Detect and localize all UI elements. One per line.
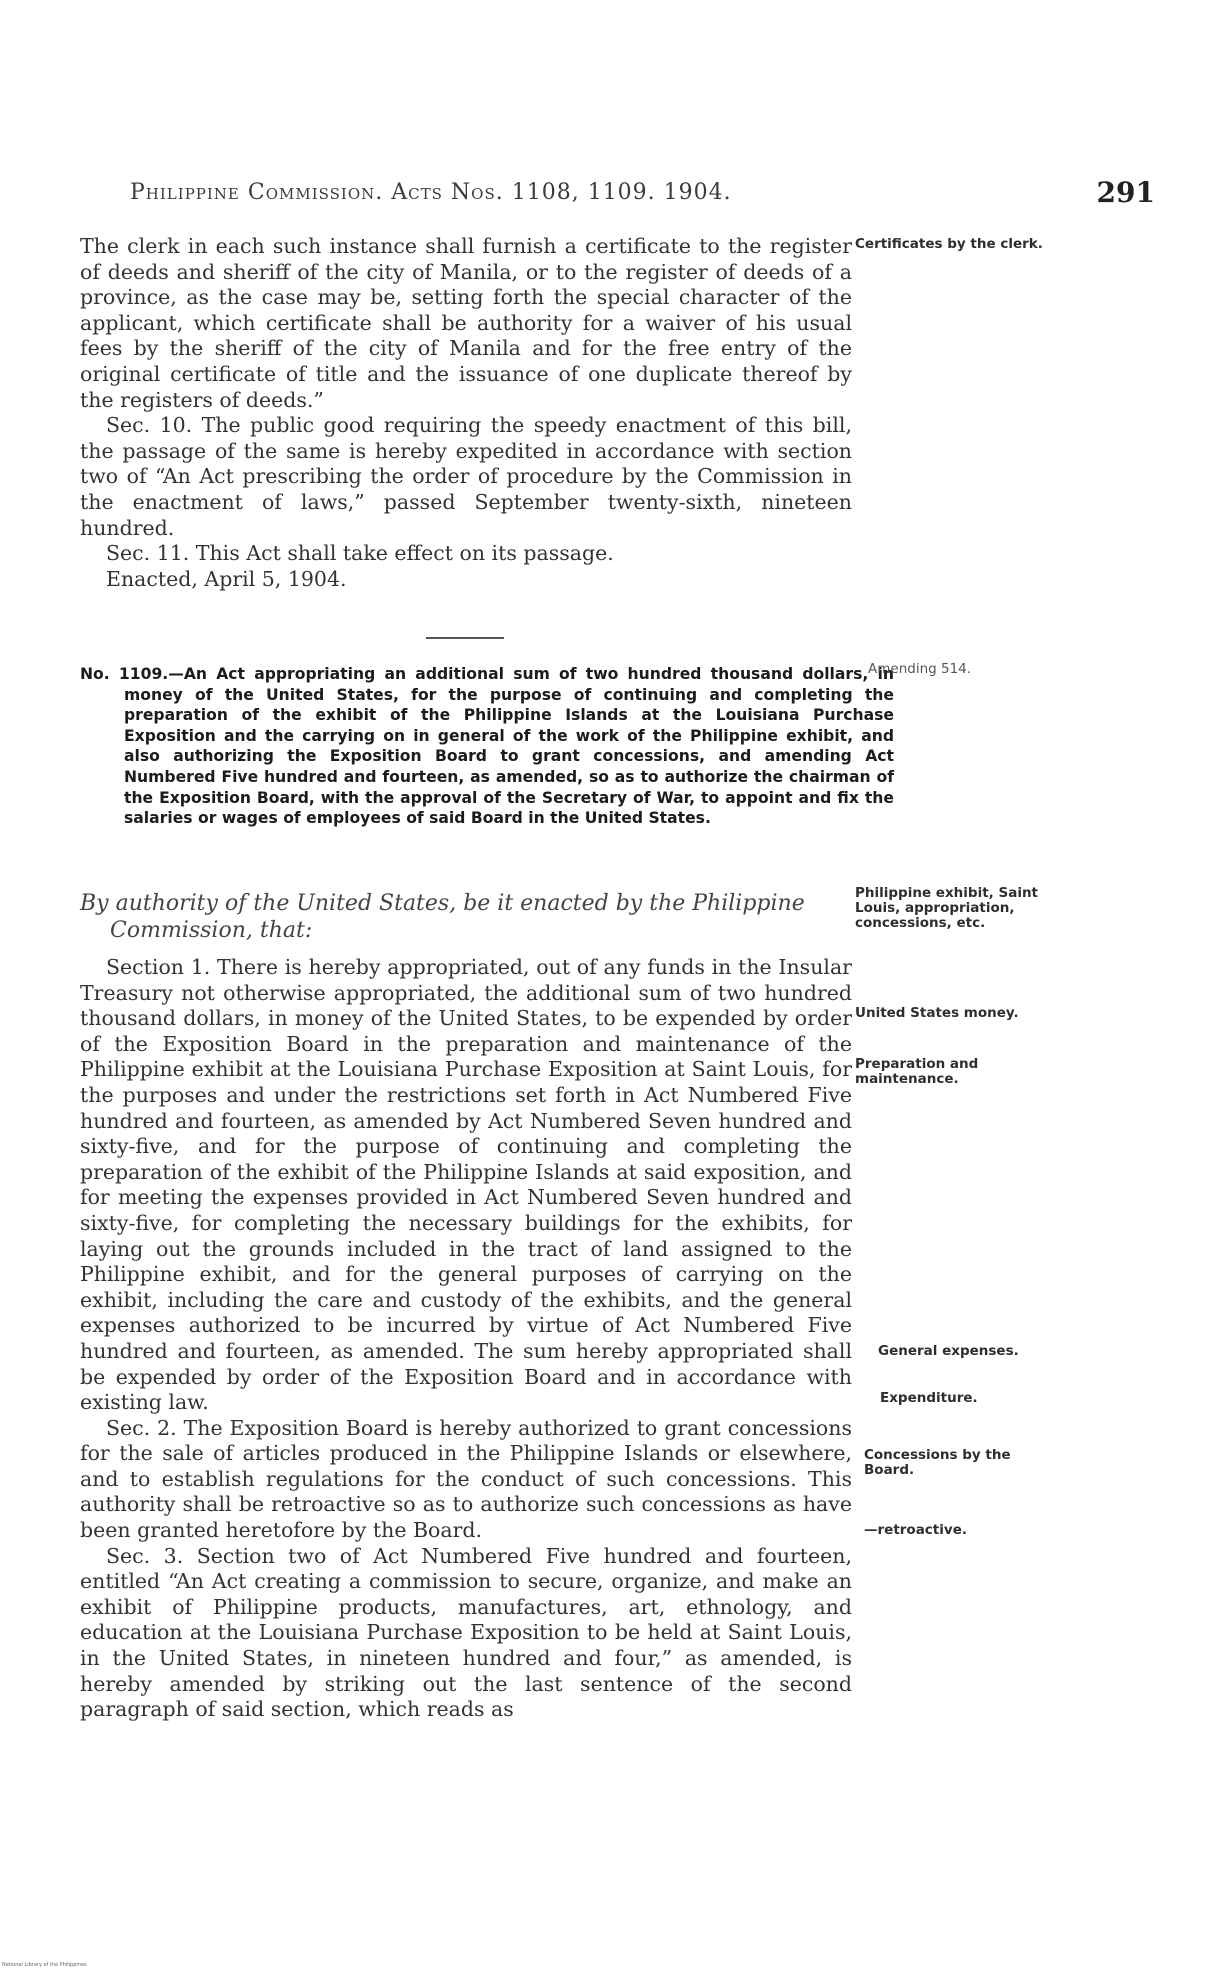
enacting-clause: By authority of the United States, be it enacted by the Philippine Commission, that: [80, 891, 805, 943]
margin-note-general-expenses: General expenses. [878, 1343, 1019, 1359]
margin-note-philippine-exhibit: Philippine exhibit, Saint Louis, appropriation, concessions, etc. [855, 885, 1039, 931]
margin-note-retroactive: —retroactive. [864, 1522, 967, 1538]
enacted-date: Enacted, April 5, 1904. [106, 566, 347, 591]
act-body [80, 955, 852, 1723]
section-2: Sec. 2. The Exposition Board is hereby authorized to grant concessions for the sale of articles produced in the Philippine Islands or elsewhere, and to establish regulations for the conduct of such concessions. This authority shall be retroactive so as to authorize such concessions as have been granted heretofore by the Board. [80, 1415, 852, 1543]
margin-note-concessions: Concessions by the Board. [864, 1447, 1011, 1478]
section-divider [426, 637, 504, 639]
footer-attribution: National Library of the Philippines [2, 1962, 87, 1968]
margin-note-preparation: Preparation and maintenance. [855, 1056, 979, 1087]
running-header [125, 178, 1155, 218]
margin-note-us-money: United States money. [855, 1005, 1019, 1021]
section-11: Sec. 11. This Act shall take effect on its passage. [106, 541, 614, 566]
page-number: 291 [1096, 176, 1155, 209]
act-1109-title: No. 1109.—An Act appropriating an additional sum of two hundred thousand dollars, in money of the United States, for the purpose of continuing and completing the preparation of the exhibit of the Philippine Islands at the Louisiana Purchase Exposition and the carrying on in general of the work of the Philippine exhibit, and also authorizing the Exposition Board to grant concessions, and amending Act Numbered Five hundred and fourteen, as amended, so as to authorize the chairman of the Exposition Board, with the approval of the Secretary of War, to appoint and fix the salaries or wages of employees of said Board in the United States. [80, 665, 894, 828]
header-title: Philippine Commission. Acts Nos. 1108, 1109. 1904. [130, 180, 732, 205]
margin-note-expenditure: Expenditure. [880, 1390, 978, 1406]
section-10: Sec. 10. The public good requiring the speedy enactment of this bill, the passage of the same is hereby expedited in accordance with section two of “An Act prescribing the order of procedure by the Commission in the enactment of laws,” passed September twenty-sixth, nineteen hundred. [80, 413, 852, 540]
margin-note-amending: Amending 514. [868, 661, 972, 677]
top-section [80, 234, 852, 592]
clerk-certificate-paragraph: The clerk in each such instance shall furnish a certificate to the register of deeds and sheriff of the city of Manila, or to the register of deeds of a province, as the case may be, setting forth the special character of the applicant, which certificate shall be authority for a waiver of his usual fees by the sheriff of the city of Manila and for the free entry of the original certificate of title and the issuance of one duplicate thereof by the registers of deeds.” [80, 234, 852, 412]
section-3: Sec. 3. Section two of Act Numbered Five hundred and fourteen, entitled “An Act creating a commission to secure, organize, and make an exhibit of Philippine products, manufactures, art, ethnology, and education at the Louisiana Purchase Exposition to be held at Saint Louis, in the United States, in nineteen hundred and four,” as amended, is hereby amended by striking out the last sentence of the second paragraph of said section, which reads as [80, 1543, 852, 1722]
margin-note-certificates: Certificates by the clerk. [855, 236, 1043, 252]
section-1: Section 1. There is hereby appropriated, out of any funds in the Insular Treasury not otherwise appropriated, the additional sum of two hundred thousand dollars, in money of the United States, to be expended by order of the Exposition Board in the preparation and maintenance of the Philippine exhibit at the Louisiana Purchase Exposition at Saint Louis, for the purposes and under the restrictions set forth in Act Numbered Five hundred and fourteen, as amended by Act Numbered Seven hundred and sixty-five, and for the purpose of continuing and completing the preparation of the exhibit of the Philippine Islands at said exposition, and for meeting the expenses provided in Act Numbered Seven hundred and sixty-five, for completing the necessary buildings for the exhibits, for laying out the grounds included in the tract of land assigned to the Philippine exhibit, and for the general purposes of carrying on the exhibit, including the care and custody of the exhibits, and the general expenses authorized to be incurred by virtue of Act Numbered Five hundred and fourteen, as amended. The sum hereby appropriated shall be expended by order of the Exposition Board and in accordance with existing law. [80, 955, 852, 1415]
